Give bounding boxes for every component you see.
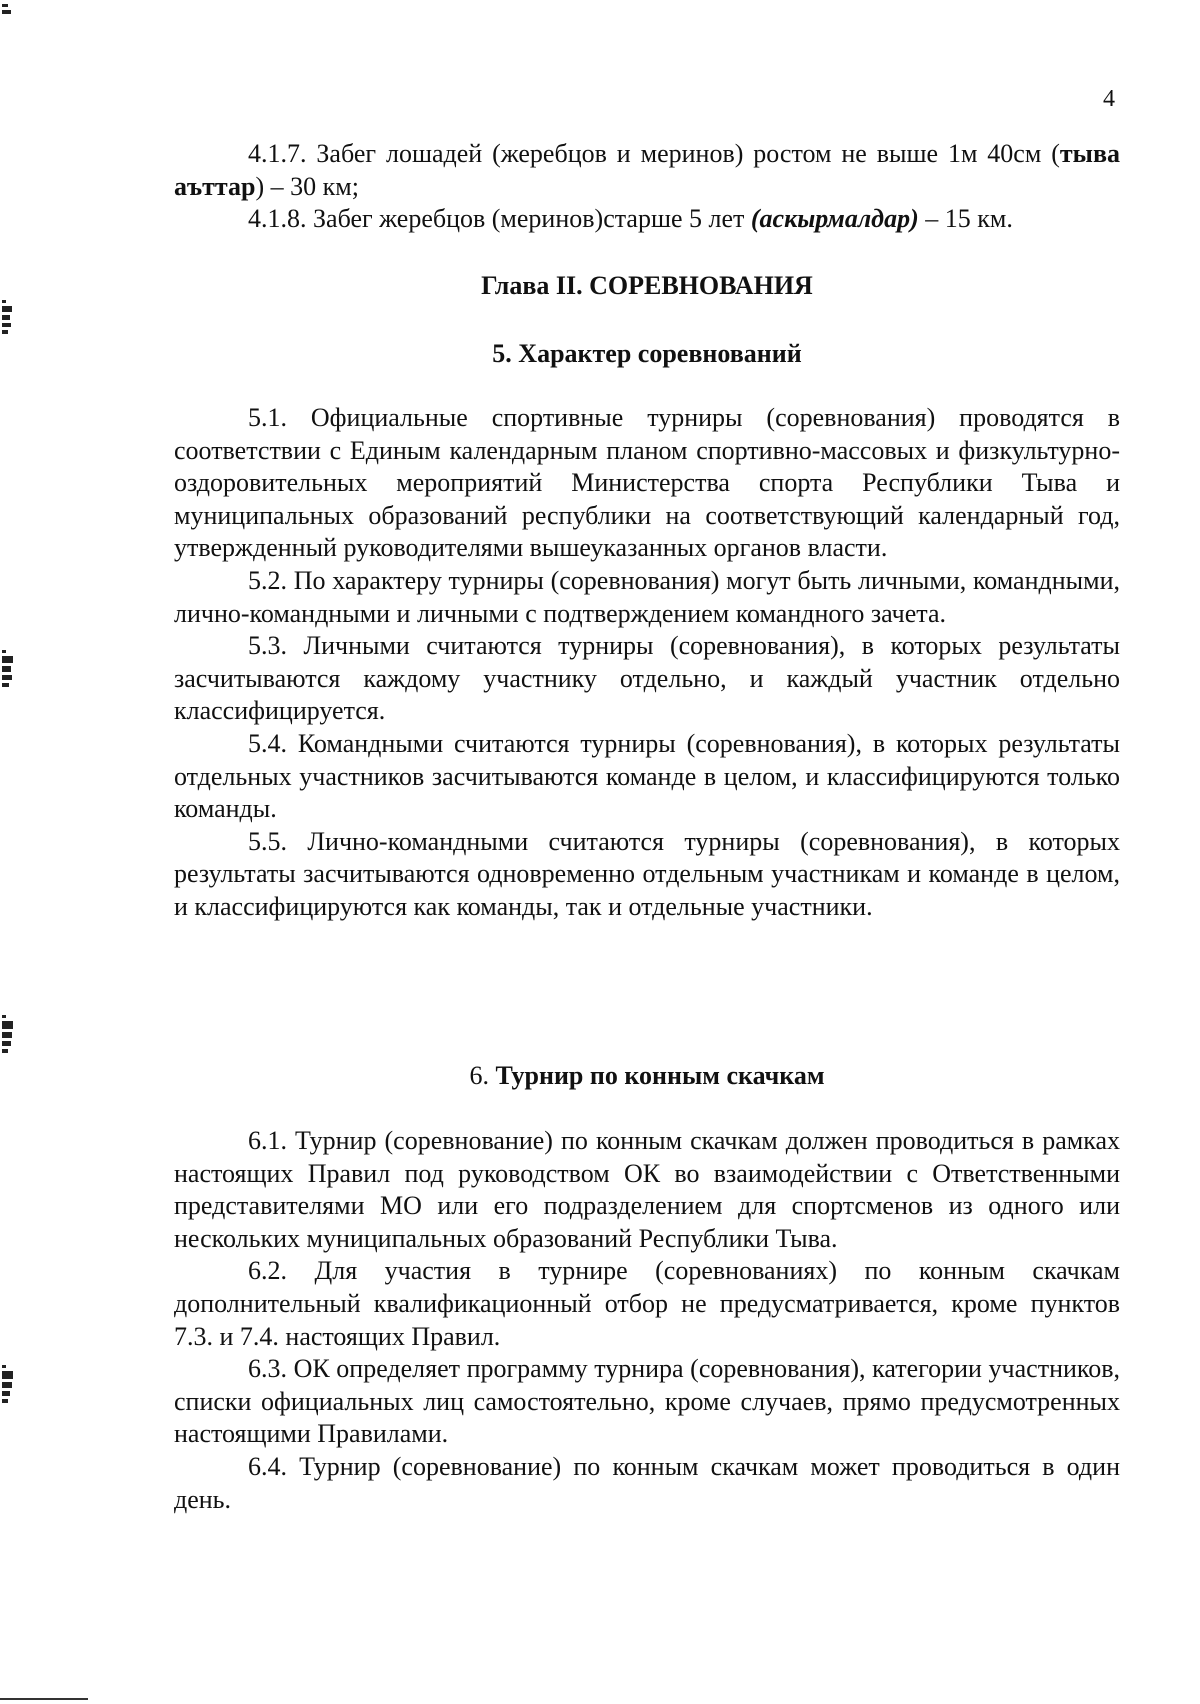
paragraph-6-3: 6.3. ОК определяет программу турнира (соревнования), категории участников, списки официальных лиц самостоятельно, кроме случаев, прямо предусмотренных настоящими Правилами. [174,1354,1120,1449]
item-4-1-8-text: 4.1.8. Забег жеребцов (меринов)старше 5 лет [248,204,751,234]
section-6-heading-number: 6. [469,1061,496,1090]
page-number: 4 [1103,86,1115,112]
scan-artifact [2,300,14,337]
chapter-heading: Глава II. СОРЕВНОВАНИЯ [481,271,813,300]
section-5-body [174,402,1120,924]
section-5-heading: 5. Характер соревнований [492,339,802,368]
paragraph-6-4: 6.4. Турнир (соревнование) по конным скачкам может проводиться в один день. [174,1451,1120,1514]
paragraph-5-2: 5.2. По характеру турниры (соревнования) могут быть личными, командными, лично-командными и личными с подтверждением командного зачета. [174,565,1120,628]
item-4-1-7-term: тыва аъттар [174,139,1120,201]
item-4-1-7-text: 4.1.7. Забег лошадей (жеребцов и меринов) ростом не выше 1м 40см ( [248,139,1060,168]
item-4-1-7 [174,138,1120,203]
paragraph-5-5: 5.5. Лично-командными считаются турниры (соревнования), в которых результаты засчитываются одновременно отдельным участникам и команде в целом, и классифицируются как команды, так и отдельные участники. [174,826,1120,921]
paragraph-5-4: 5.4. Командными считаются турниры (соревнования), в которых результаты отдельных участников засчитываются команде в целом, и классифицируются только команды. [174,728,1120,824]
item-4-1-8 [174,203,1120,236]
scan-artifact [2,4,14,17]
scan-artifact [2,650,14,690]
scan-bottom-edge [0,1698,88,1700]
scan-artifact [2,1365,14,1406]
intro-items [174,138,1120,236]
paragraph-5-1: 5.1. Официальные спортивные турниры (соревнования) проводятся в соответствии с Единым календарным планом спортивно-массовых и физкультурно-оздоровительных мероприятий Министерства спорта Республики Тыва и муниципальных образований республики на соответствующий календарный год, утвержденный руководителями вышеуказанных органов власти. [174,403,1120,563]
section-6-heading-text: Турнир по конным скачкам [495,1061,825,1090]
section-6-body [174,1125,1120,1516]
paragraph-6-1: 6.1. Турнир (соревнование) по конным скачкам должен проводиться в рамках настоящих Правил под руководством ОК во взаимодействии с Ответственными представителями МО или его подразделением для спортсменов из одного или нескольких муниципальных образований Республики Тыва. [174,1126,1120,1253]
item-4-1-8-term: (аскырмалдар) [750,204,919,234]
paragraph-6-2: 6.2. Для участия в турнире (соревнованиях) по конным скачкам дополнительный квалификационный отбор не предусматривается, кроме пунктов 7.3. и 7.4. настоящих Правил. [174,1256,1120,1351]
section-6-heading [174,1060,1120,1092]
scan-artifact [2,1015,14,1056]
item-4-1-7-distance: ) – 30 км; [255,171,359,201]
item-4-1-8-distance: – 15 км. [918,204,1013,234]
paragraph-5-3: 5.3. Личными считаются турниры (соревнования), в которых результаты засчитываются каждому участнику отдельно, и каждый участник отдельно классифицируется. [174,631,1120,726]
